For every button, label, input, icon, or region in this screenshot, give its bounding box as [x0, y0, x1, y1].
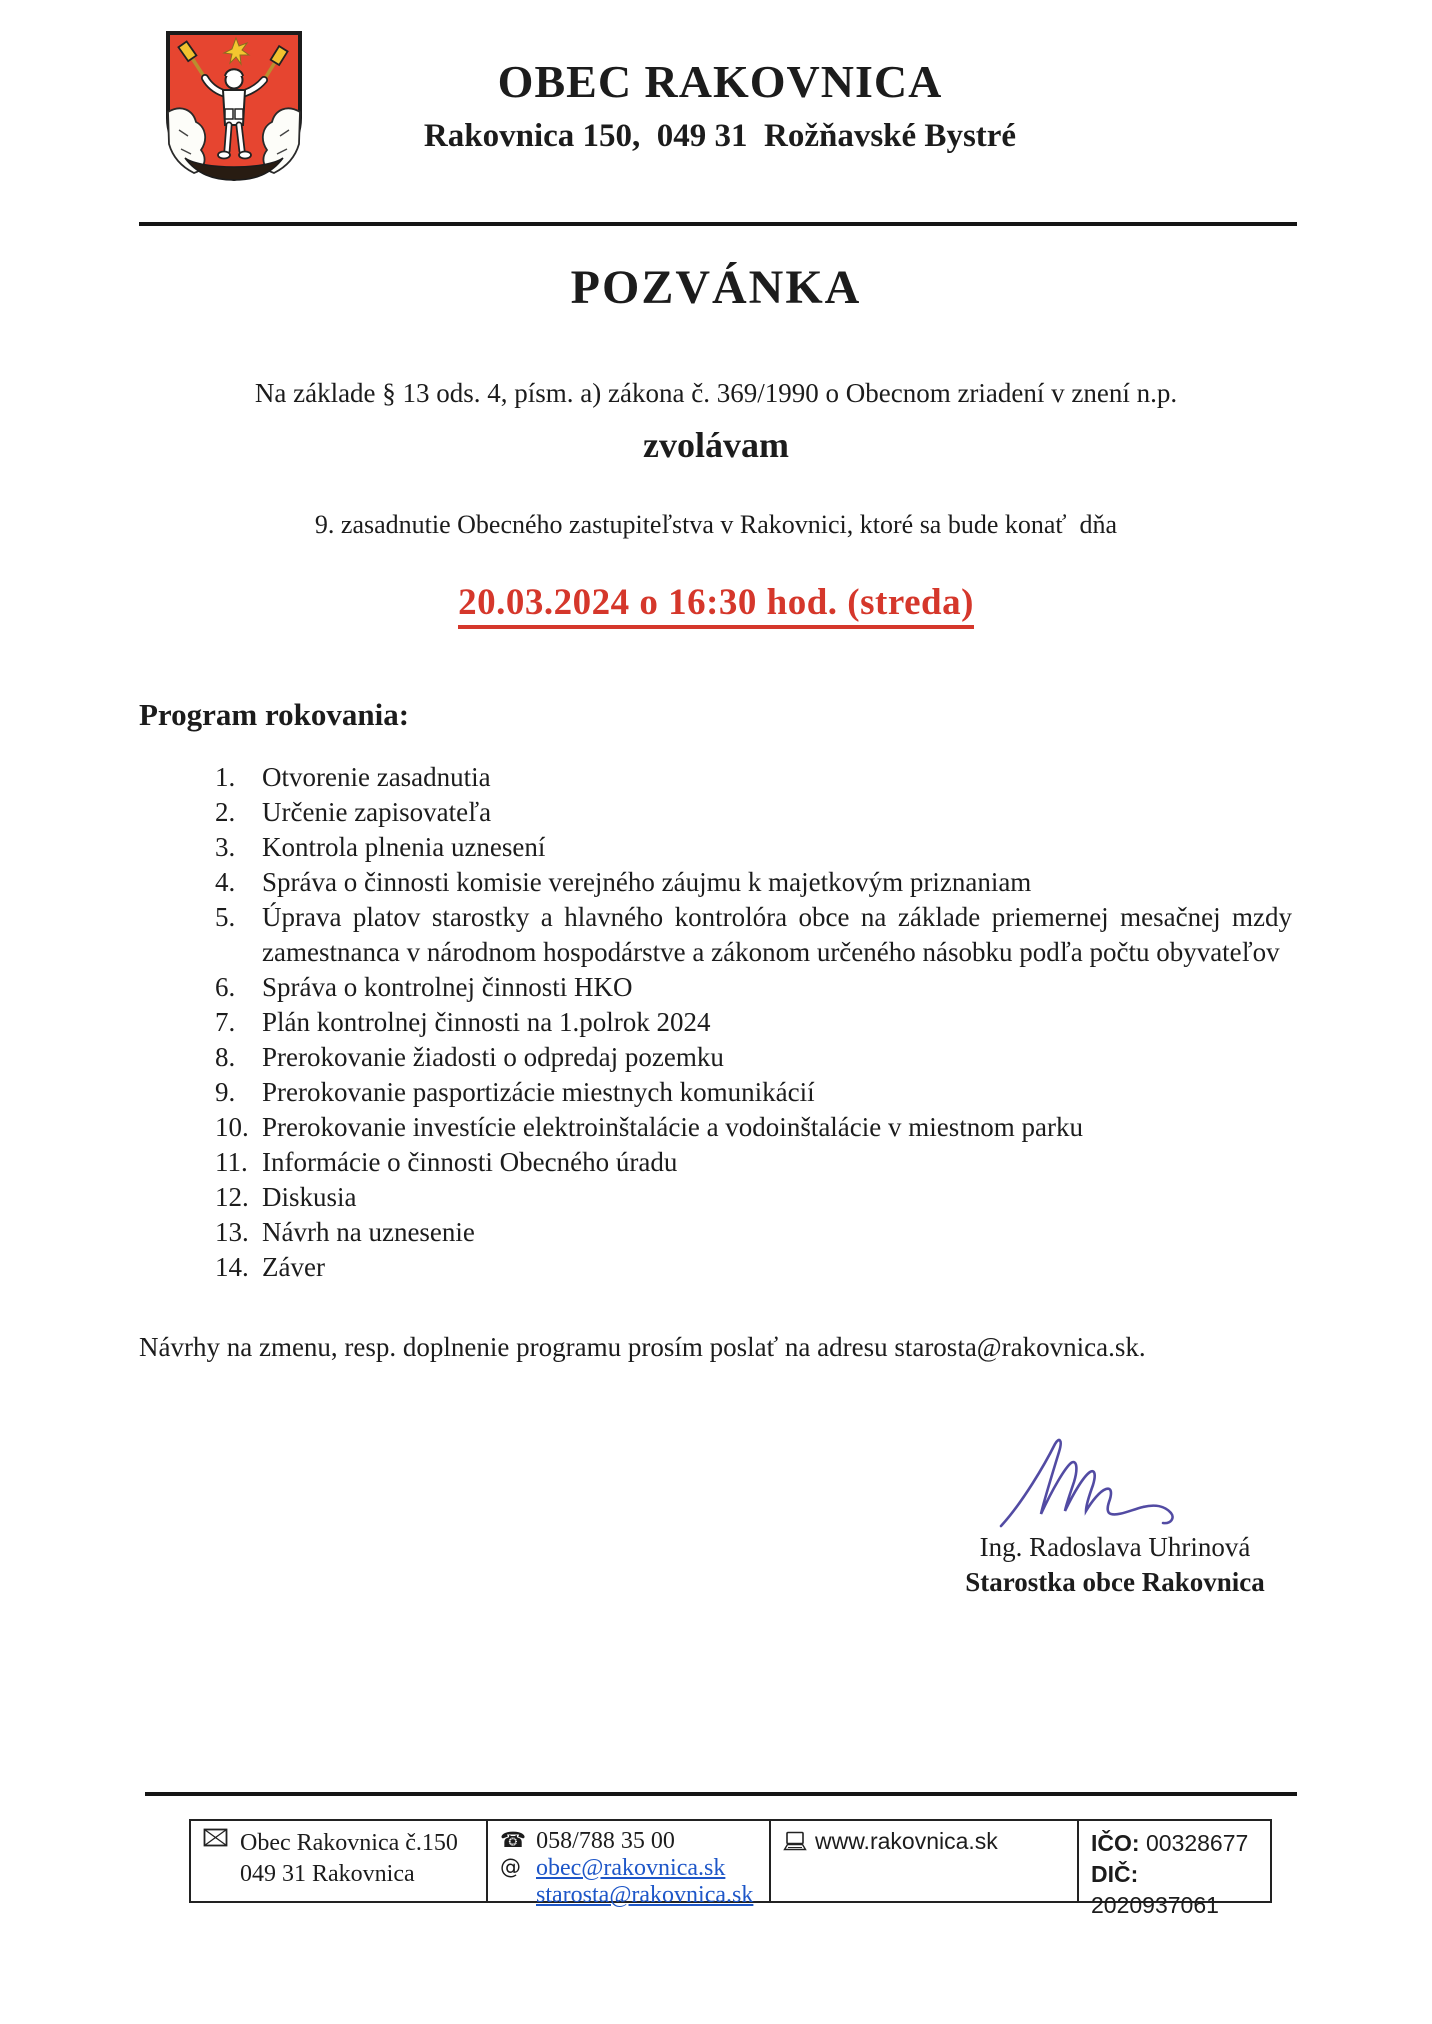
org-address: Rakovnica 150, 049 31 Rožňavské Bystré	[423, 118, 1017, 155]
footer-contact-table	[189, 1819, 1272, 1918]
agenda-item-number: 9.	[215, 1077, 236, 1107]
agenda-item	[215, 865, 1292, 900]
agenda-item-text: Správa o kontrolnej činnosti HKO	[262, 972, 633, 1002]
agenda-item	[215, 1110, 1292, 1145]
closing-note: Návrhy na zmenu, resp. doplnenie programu prosím poslať na adresu starosta@rakovnica.sk.	[139, 1332, 1146, 1362]
agenda-item-text: Informácie o činnosti Obecného úradu	[262, 1147, 678, 1177]
agenda-item-number: 1.	[215, 762, 236, 792]
session-line: 9. zasadnutie Obecného zastupiteľstva v Rakovnici, ktoré sa bude konať dňa	[314, 510, 1118, 539]
agenda-item-text: Kontrola plnenia uznesení	[262, 832, 546, 862]
agenda-item-number: 5.	[215, 902, 236, 932]
footer-website: www.rakovnica.sk	[815, 1828, 998, 1854]
agenda-item	[215, 1215, 1292, 1250]
agenda-item	[215, 1145, 1292, 1180]
footer-website-cell	[771, 1821, 1079, 1901]
org-name: OBEC RAKOVNICA	[497, 56, 943, 107]
agenda-item-text: Diskusia	[262, 1182, 357, 1212]
agenda-item-text: Prerokovanie investície elektroinštalácie a vodoinštalácie v miestnom parku	[262, 1112, 1083, 1142]
ico-label: IČO:	[1091, 1830, 1140, 1856]
envelope-icon	[203, 1828, 228, 1847]
page-title: POZVÁNKA	[570, 261, 862, 314]
agenda-item-number: 8.	[215, 1042, 236, 1072]
agenda-item-text: Otvorenie zasadnutia	[262, 762, 491, 792]
agenda-item	[215, 795, 1292, 830]
handwritten-signature	[995, 1428, 1180, 1540]
footer-phone-number: 058/788 35 00	[536, 1828, 675, 1854]
convene-word: zvolávam	[643, 425, 789, 465]
footer-address-line2: 049 31 Rakovnica	[240, 1861, 415, 1887]
agenda-item-text: Určenie zapisovateľa	[262, 797, 492, 827]
signatory-name: Ing. Radoslava Uhrinová	[979, 1532, 1251, 1562]
phone-icon: ☎	[500, 1828, 527, 1852]
agenda-item-text: Prerokovanie pasportizácie miestnych komunikácií	[262, 1077, 815, 1107]
agenda-item	[215, 760, 1292, 795]
rakovnica-coat-of-arms	[163, 28, 305, 185]
footer-registration-cell	[1079, 1821, 1270, 1918]
meeting-date: 20.03.2024 o 16:30 hod. (streda)	[458, 581, 974, 629]
agenda-item	[215, 1040, 1292, 1075]
agenda-item	[215, 1250, 1292, 1285]
agenda-heading: Program rokovania:	[139, 697, 410, 732]
header-divider	[139, 222, 1297, 226]
agenda-item-text: Správa o činnosti komisie verejného záujmu k majetkovým priznaniam	[262, 867, 1032, 897]
agenda-item-number: 13.	[215, 1217, 249, 1247]
agenda-item	[215, 1180, 1292, 1215]
agenda-item	[215, 1075, 1292, 1110]
footer-phone-email-cell	[488, 1821, 771, 1908]
agenda-item-number: 2.	[215, 797, 236, 827]
agenda-item-text: Úprava platov starostky a hlavného kontrolóra obce na základe priemernej mesačnej mzdy zamestnanca v národnom hospodárstve a zákonom určeného násobku podľa počtu obyvateľov	[262, 902, 1292, 967]
agenda-item-number: 11.	[215, 1147, 248, 1177]
footer-address-line1: Obec Rakovnica č.150	[240, 1830, 458, 1856]
meeting-date-wrap	[0, 581, 1432, 629]
at-icon: @	[500, 1855, 521, 1879]
footer-email-obec[interactable]: obec@rakovnica.sk	[536, 1855, 726, 1881]
agenda-item-number: 14.	[215, 1252, 249, 1282]
footer-ico-row	[1091, 1828, 1260, 1859]
signatory-role: Starostka obce Rakovnica	[965, 1567, 1265, 1597]
agenda-item	[215, 1005, 1292, 1040]
computer-icon	[783, 1831, 807, 1852]
agenda-item-text: Záver	[262, 1252, 325, 1282]
agenda-item-number: 6.	[215, 972, 236, 1002]
agenda-item	[215, 970, 1292, 1005]
dic-value: 2020937061	[1091, 1892, 1219, 1918]
ico-value: 00328677	[1145, 1830, 1249, 1856]
footer-dic-row	[1091, 1859, 1260, 1921]
dic-label: DIČ:	[1091, 1861, 1139, 1887]
letterhead	[360, 58, 1080, 155]
agenda-item-text: Plán kontrolnej činnosti na 1.polrok 2024	[262, 1007, 711, 1037]
agenda-item-number: 12.	[215, 1182, 249, 1212]
agenda-item-text: Prerokovanie žiadosti o odpredaj pozemku	[262, 1042, 724, 1072]
agenda-list	[215, 760, 1292, 1285]
agenda-item	[215, 830, 1292, 865]
agenda-item-number: 10.	[215, 1112, 249, 1142]
agenda-item	[215, 900, 1292, 970]
legal-basis-line: Na základe § 13 ods. 4, písm. a) zákona č. 369/1990 o Obecnom zriadení v znení n.p.	[254, 378, 1178, 408]
footer-divider	[145, 1792, 1297, 1796]
footer-address-cell	[191, 1821, 488, 1901]
agenda-item-text: Návrh na uznesenie	[262, 1217, 475, 1247]
signatory-block	[890, 1530, 1340, 1600]
agenda-item-number: 4.	[215, 867, 236, 897]
footer-email-starosta[interactable]: starosta@rakovnica.sk	[536, 1882, 754, 1908]
agenda-item-number: 3.	[215, 832, 236, 862]
agenda-item-number: 7.	[215, 1007, 236, 1037]
